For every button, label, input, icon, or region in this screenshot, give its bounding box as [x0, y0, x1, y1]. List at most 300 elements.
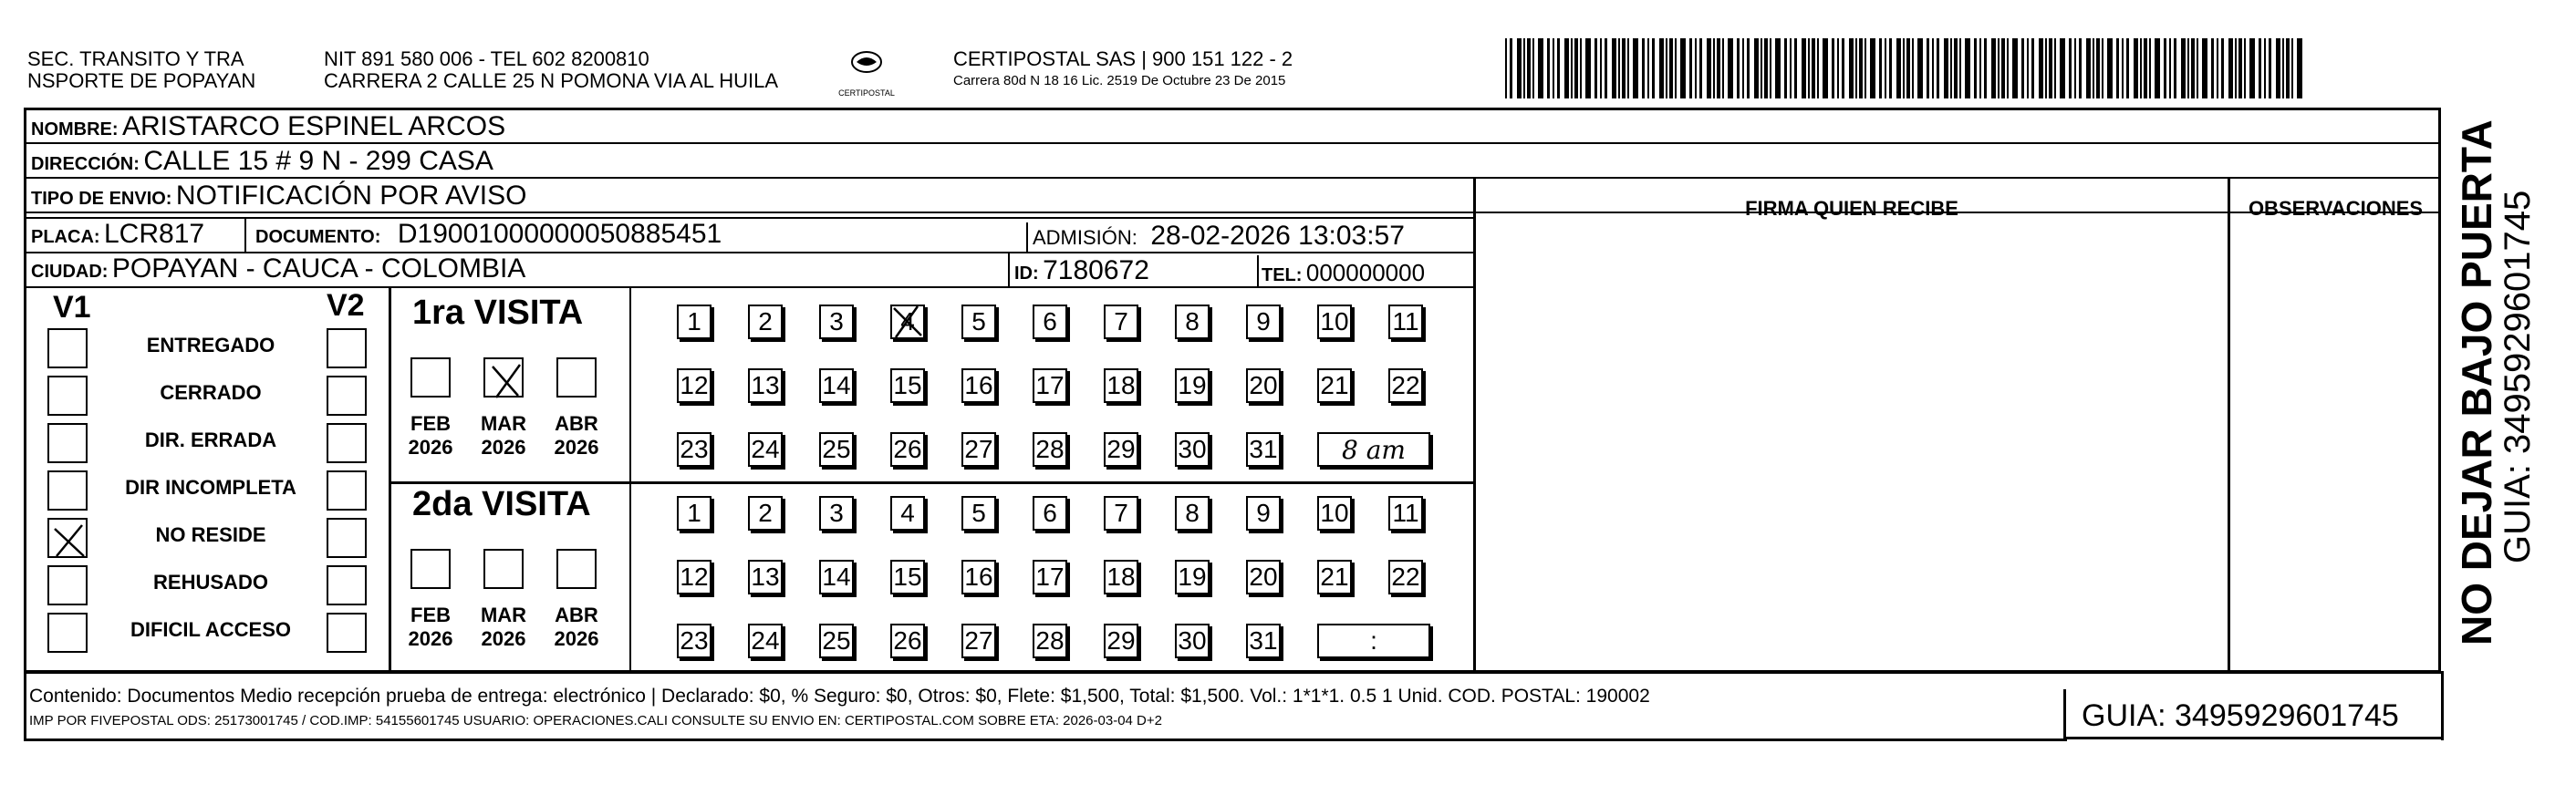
barcode-bar: [1594, 38, 1597, 98]
tel-label: TEL:: [1262, 265, 1303, 285]
barcode-bar: [1950, 38, 1952, 98]
first-visit-day-11[interactable]: 11: [1388, 305, 1423, 339]
barcode-bar: [1707, 38, 1711, 98]
barcode-bar: [2060, 38, 2065, 98]
barcode-bar: [1889, 38, 1892, 98]
barcode-bar: [2031, 38, 2034, 98]
status-option-label: REHUSADO: [153, 571, 268, 594]
barcode-bar: [1642, 38, 1645, 98]
second-visit-month-checkbox[interactable]: [410, 549, 451, 589]
barcode-bar: [1903, 38, 1905, 98]
barcode-bar: [2012, 38, 2018, 98]
barcode-bar: [2197, 38, 2198, 98]
second-visit-day-21[interactable]: 21: [1317, 560, 1352, 594]
tipo-value: NOTIFICACIÓN POR AVISO: [175, 181, 527, 211]
footer-left-line: [24, 671, 26, 740]
v1-checkbox[interactable]: [47, 518, 88, 558]
second-visit-day-18[interactable]: 18: [1104, 560, 1138, 594]
barcode-bar: [2217, 38, 2218, 98]
barcode-bar: [2211, 38, 2214, 98]
barcode-bar: [2007, 38, 2009, 98]
first-visit-day-29[interactable]: 29: [1104, 432, 1138, 467]
barcode-bar: [1984, 38, 1987, 98]
tel-divider: [1257, 255, 1259, 286]
barcode-bar: [2144, 38, 2147, 98]
first-visit-month-checkbox[interactable]: [556, 357, 597, 398]
barcode-bar: [1505, 38, 1507, 98]
second-visit-day-31[interactable]: 31: [1246, 624, 1281, 658]
barcode-bar: [1770, 38, 1771, 98]
barcode-bar: [2039, 38, 2043, 98]
first-visit-day-1[interactable]: 1: [677, 305, 712, 339]
admision-value: 28-02-2026 13:03:57: [1150, 221, 1405, 251]
barcode-bar: [1728, 38, 1733, 98]
first-visit-day-30[interactable]: 30: [1175, 432, 1210, 467]
barcode-bar: [2126, 38, 2129, 98]
second-visit-day-7[interactable]: 7: [1104, 496, 1138, 531]
barcode-bar: [1574, 38, 1578, 98]
barcode-bar: [1699, 38, 1702, 98]
second-visit-day-13[interactable]: 13: [748, 560, 783, 594]
first-visit-day-7[interactable]: 7: [1104, 305, 1138, 339]
barcode-bar: [2079, 38, 2082, 98]
second-visit-day-12[interactable]: 12: [677, 560, 712, 594]
barcode-bar: [2086, 38, 2091, 98]
barcode-bar: [1669, 38, 1673, 98]
barcode-bar: [2164, 38, 2166, 98]
barcode-bar: [1747, 38, 1750, 98]
v1-checkbox[interactable]: [47, 376, 88, 416]
second-visit-day-17[interactable]: 17: [1033, 560, 1067, 594]
placa-field: [31, 219, 204, 250]
barcode-bar: [1557, 38, 1560, 98]
barcode-bar: [2074, 38, 2076, 98]
barcode-bar: [1842, 38, 1844, 98]
barcode-bar: [1532, 38, 1534, 98]
no-dejar-bajo-puerta: NO DEJAR BAJO PUERTA: [2453, 119, 2500, 646]
barcode-bar: [1695, 38, 1697, 98]
second-visit-day-25[interactable]: 25: [819, 624, 854, 658]
barcode-bar: [1932, 38, 1934, 98]
second-visit-time-box[interactable]: :: [1317, 624, 1430, 658]
placa-value: LCR817: [104, 219, 205, 249]
v1-checkbox[interactable]: [47, 565, 88, 605]
first-visit-day-13[interactable]: 13: [748, 368, 783, 403]
barcode-bar: [2282, 38, 2284, 98]
v2-label: V2: [327, 288, 365, 323]
barcode-bar: [2202, 38, 2207, 98]
second-visit-day-30[interactable]: 30: [1175, 624, 1210, 658]
barcode-bar: [1553, 38, 1554, 98]
status-option-label: DIFICIL ACCESO: [130, 618, 291, 641]
first-visit-day-18[interactable]: 18: [1104, 368, 1138, 403]
observaciones-label: OBSERVACIONES: [2248, 197, 2424, 220]
barcode-bar: [1689, 38, 1692, 98]
first-visit-day-8[interactable]: 8: [1175, 305, 1210, 339]
barcode-bar: [1823, 38, 1828, 98]
barcode-bar: [1622, 38, 1626, 98]
barcode-bar: [1896, 38, 1901, 98]
second-visit-day-6[interactable]: 6: [1033, 496, 1067, 531]
footer-imp: IMP POR FIVEPOSTAL ODS: 25173001745 / COD.IMP: 54155601745 USUARIO: OPERACIONES.CALI CONSULTE SU ENVIO EN: CERTIPOSTAL.COM SOBRE ETA: 2026-03-04 D+2: [29, 713, 1162, 728]
second-visit-month-checkbox[interactable]: [556, 549, 597, 589]
barcode-bar: [2096, 38, 2100, 98]
v2-checkbox[interactable]: [327, 470, 367, 511]
status-option-label: DIR. ERRADA: [144, 429, 277, 451]
barcode-bar: [1802, 38, 1806, 98]
check-mark-icon: [890, 305, 925, 339]
barcode-bar: [1564, 38, 1569, 98]
footer-bottom-line: [24, 739, 2067, 741]
barcode-bar: [1680, 38, 1686, 98]
first-visit-month-label: MAR: [480, 412, 527, 435]
sender-line-1: SEC. TRANSITO Y TRA: [27, 47, 244, 70]
first-visit-day-28[interactable]: 28: [1033, 432, 1067, 467]
v1-checkbox[interactable]: [47, 613, 88, 653]
barcode-bar: [1965, 38, 1970, 98]
barcode: [1505, 38, 2308, 98]
first-visit-month-checkbox[interactable]: [410, 357, 451, 398]
check-mark-icon: [485, 359, 525, 399]
status-option-label: ENTREGADO: [146, 334, 275, 356]
barcode-bar: [1659, 38, 1664, 98]
placa-row-top: [24, 217, 1474, 219]
second-visit-day-11[interactable]: 11: [1388, 496, 1423, 531]
v2-checkbox[interactable]: [327, 613, 367, 653]
barcode-bar: [1870, 38, 1875, 98]
barcode-bar: [1837, 38, 1839, 98]
second-visit-month-label: ABR: [555, 604, 598, 626]
barcode-bar: [2249, 38, 2255, 98]
second-visit-month-checkbox[interactable]: [483, 549, 524, 589]
barcode-bar: [2259, 38, 2261, 98]
second-visit-day-9[interactable]: 9: [1246, 496, 1281, 531]
second-visit-day-1[interactable]: 1: [677, 496, 712, 531]
barcode-bar: [1538, 38, 1543, 98]
barcode-bar: [2045, 38, 2047, 98]
logo-text: CERTIPOSTAL: [838, 88, 895, 98]
status-option-label: NO RESIDE: [155, 523, 266, 546]
second-visit-day-3[interactable]: 3: [819, 496, 854, 531]
barcode-bar: [1627, 38, 1629, 98]
barcode-bar: [1761, 38, 1762, 98]
status-option-label: CERRADO: [160, 381, 262, 404]
first-visit-day-23[interactable]: 23: [677, 432, 712, 467]
footer-right-line: [2441, 671, 2444, 740]
company-line-1: CERTIPOSTAL SAS | 900 151 122 - 2: [953, 47, 1293, 70]
ciudad-row-bottom: [24, 286, 1474, 288]
barcode-bar: [1527, 38, 1531, 98]
second-visit-day-19[interactable]: 19: [1175, 560, 1210, 594]
nombre-value: ARISTARCO ESPINEL ARCOS: [122, 111, 506, 141]
first-visit-day-31[interactable]: 31: [1246, 432, 1281, 467]
barcode-bar: [1794, 38, 1797, 98]
barcode-bar: [2054, 38, 2056, 98]
first-visit-day-25[interactable]: 25: [819, 432, 854, 467]
second-visit-day-10[interactable]: 10: [1317, 496, 1352, 531]
second-visit-month-label: FEB: [410, 604, 451, 626]
barcode-bar: [1633, 38, 1638, 98]
barcode-bar: [2116, 38, 2119, 98]
first-visit-year-label: 2026: [408, 436, 453, 459]
second-visit-month-label: MAR: [480, 604, 527, 626]
footer-content: Contenido: Documentos Medio recepción prueba de entrega: electrónico | Declarado: $0, % Seguro: $0, Otros: $0, Flete: $1,500, Total: $1,500. Vol.: 1*1*1. 0.5 1 Unid. COD. POSTAL: 190002: [29, 686, 1650, 707]
barcode-bar: [1737, 38, 1740, 98]
v2-checkbox[interactable]: [327, 423, 367, 463]
first-visit-day-24[interactable]: 24: [748, 432, 783, 467]
nit-line-2: CARRERA 2 CALLE 25 N POMONA VIA AL HUILA: [324, 69, 779, 92]
first-visit-day-10[interactable]: 10: [1317, 305, 1352, 339]
footer-guia-divider: [2063, 689, 2066, 740]
second-visit-day-29[interactable]: 29: [1104, 624, 1138, 658]
second-visit-day-5[interactable]: 5: [961, 496, 996, 531]
barcode-bar: [2187, 38, 2189, 98]
first-visit-day-27[interactable]: 27: [961, 432, 996, 467]
v2-checkbox[interactable]: [327, 565, 367, 605]
barcode-bar: [2264, 38, 2266, 98]
barcode-bar: [2297, 38, 2302, 98]
footer-guia: GUIA: 3495929601745: [2082, 698, 2399, 733]
barcode-bar: [2238, 38, 2242, 98]
nombre-label: NOMBRE:: [31, 119, 119, 139]
visit-divider: [390, 481, 1474, 484]
barcode-bar: [1864, 38, 1866, 98]
second-visit-day-8[interactable]: 8: [1175, 496, 1210, 531]
barcode-bar: [2021, 38, 2024, 98]
barcode-bar: [2134, 38, 2138, 98]
direccion-label: DIRECCIÓN:: [31, 154, 140, 174]
barcode-bar: [1812, 38, 1815, 98]
barcode-bar: [2027, 38, 2029, 98]
barcode-bar: [1859, 38, 1863, 98]
barcode-bar: [1879, 38, 1882, 98]
barcode-bar: [2001, 38, 2005, 98]
barcode-bar: [2107, 38, 2113, 98]
barcode-bar: [2291, 38, 2293, 98]
second-visit-day-16[interactable]: 16: [961, 560, 996, 594]
barcode-bar: [1647, 38, 1649, 98]
second-visit-title: 2da VISITA: [412, 485, 591, 523]
first-visit-day-15[interactable]: 15: [890, 368, 925, 403]
barcode-bar: [2174, 38, 2176, 98]
barcode-bar: [1600, 38, 1602, 98]
documento-value: D19001000000050885451: [397, 219, 722, 249]
barcode-bar: [2269, 38, 2271, 98]
first-visit-day-22[interactable]: 22: [1388, 368, 1423, 403]
first-visit-day-26[interactable]: 26: [890, 432, 925, 467]
barcode-bar: [2191, 38, 2195, 98]
v1-checkbox[interactable]: [47, 423, 88, 463]
barcode-bar: [1666, 38, 1667, 98]
v2-checkbox[interactable]: [327, 518, 367, 558]
footer-top-line: [24, 671, 2441, 674]
barcode-bar: [1523, 38, 1525, 98]
first-visit-day-9[interactable]: 9: [1246, 305, 1281, 339]
status-divider: [389, 288, 391, 671]
second-visit-day-15[interactable]: 15: [890, 560, 925, 594]
second-visit-year-label: 2026: [481, 627, 526, 650]
barcode-bar: [1808, 38, 1810, 98]
nit-line-1: NIT 891 580 006 - TEL 602 8200810: [324, 47, 649, 70]
barcode-bar: [2286, 38, 2290, 98]
first-visit-title: 1ra VISITA: [412, 294, 584, 332]
barcode-bar: [1722, 38, 1724, 98]
first-visit-day-14[interactable]: 14: [819, 368, 854, 403]
barcode-bar: [2069, 38, 2072, 98]
barcode-bar: [1717, 38, 1720, 98]
second-visit-year-label: 2026: [408, 627, 453, 650]
barcode-bar: [1906, 38, 1910, 98]
barcode-bar: [1974, 38, 1977, 98]
barcode-bar: [1742, 38, 1744, 98]
barcode-bar: [1784, 38, 1787, 98]
side-guia: GUIA: 3495929601745: [2498, 190, 2538, 563]
first-visit-day-20[interactable]: 20: [1246, 368, 1281, 403]
documento-label: DOCUMENTO:: [255, 227, 381, 247]
barcode-bar: [1944, 38, 1948, 98]
first-visit-day-2[interactable]: 2: [748, 305, 783, 339]
first-visit-year-label: 2026: [554, 436, 599, 459]
barcode-bar: [1517, 38, 1522, 98]
ciudad-value: POPAYAN - CAUCA - COLOMBIA: [111, 253, 526, 284]
admision-label: ADMISIÓN:: [1033, 226, 1137, 249]
first-visit-day-12[interactable]: 12: [677, 368, 712, 403]
id-field: [1014, 255, 1149, 286]
barcode-bar: [1917, 38, 1923, 98]
barcode-bar: [1775, 38, 1781, 98]
placa-divider: [244, 217, 246, 253]
v1-label: V1: [53, 290, 91, 325]
first-visit-day-6[interactable]: 6: [1033, 305, 1067, 339]
second-visit-day-24[interactable]: 24: [748, 624, 783, 658]
barcode-bar: [1912, 38, 1914, 98]
second-visit-day-22[interactable]: 22: [1388, 560, 1423, 594]
barcode-bar: [2102, 38, 2103, 98]
barcode-bar: [1991, 38, 1996, 98]
first-visit-day-4[interactable]: 4: [890, 305, 925, 339]
admision-divider: [1026, 222, 1028, 253]
second-visit-day-14[interactable]: 14: [819, 560, 854, 594]
first-visit-day-21[interactable]: 21: [1317, 368, 1352, 403]
barcode-bar: [1927, 38, 1929, 98]
first-visit-day-16[interactable]: 16: [961, 368, 996, 403]
barcode-bar: [1618, 38, 1620, 98]
firma-label: FIRMA QUIEN RECIBE: [1745, 197, 1958, 220]
second-visit-day-27[interactable]: 27: [961, 624, 996, 658]
footer-guia-bottom: [2063, 737, 2441, 739]
observaciones-divider: [2228, 177, 2230, 673]
barcode-bar: [1979, 38, 1981, 98]
v2-checkbox[interactable]: [327, 328, 367, 368]
barcode-bar: [2149, 38, 2151, 98]
second-visit-day-23[interactable]: 23: [677, 624, 712, 658]
id-divider: [1008, 253, 1010, 286]
ciudad-field: [31, 253, 525, 284]
v1-checkbox[interactable]: [47, 470, 88, 511]
barcode-bar: [1547, 38, 1550, 98]
nombre-field: [31, 111, 505, 142]
placa-label: PLACA:: [31, 227, 100, 247]
second-visit-day-2[interactable]: 2: [748, 496, 783, 531]
barcode-bar: [1585, 38, 1591, 98]
v1-checkbox[interactable]: [47, 328, 88, 368]
barcode-bar: [1605, 38, 1607, 98]
second-visit-day-28[interactable]: 28: [1033, 624, 1067, 658]
barcode-bar: [1713, 38, 1715, 98]
barcode-bar: [1937, 38, 1939, 98]
second-visit-day-20[interactable]: 20: [1246, 560, 1281, 594]
first-visit-year-label: 2026: [481, 436, 526, 459]
barcode-bar: [2122, 38, 2124, 98]
first-visit-time-box[interactable]: 8 am: [1317, 432, 1430, 467]
first-visit-day-17[interactable]: 17: [1033, 368, 1067, 403]
direccion-value: CALLE 15 # 9 N - 299 CASA: [143, 146, 493, 176]
barcode-bar: [1675, 38, 1677, 98]
barcode-bar: [1998, 38, 2000, 98]
first-visit-month-checkbox[interactable]: [483, 357, 524, 398]
barcode-bar: [1754, 38, 1759, 98]
second-visit-year-label: 2026: [554, 627, 599, 650]
id-label: ID:: [1014, 263, 1039, 284]
tel-value: 000000000: [1305, 259, 1426, 286]
first-visit-day-3[interactable]: 3: [819, 305, 854, 339]
barcode-bar: [2181, 38, 2186, 98]
tipo-label: TIPO DE ENVIO:: [31, 189, 172, 209]
ciudad-label: CIUDAD:: [31, 262, 109, 282]
barcode-bar: [1764, 38, 1768, 98]
barcode-bar: [1571, 38, 1573, 98]
months-divider: [629, 288, 631, 671]
barcode-bar: [2235, 38, 2237, 98]
barcode-bar: [1959, 38, 1961, 98]
barcode-bar: [1580, 38, 1582, 98]
barcode-bar: [1612, 38, 1616, 98]
second-visit-day-26[interactable]: 26: [890, 624, 925, 658]
tipo-field: [31, 181, 526, 212]
barcode-bar: [1849, 38, 1854, 98]
barcode-bar: [2221, 38, 2224, 98]
direccion-field: [31, 146, 493, 177]
tel-field: [1262, 259, 1425, 287]
barcode-bar: [1817, 38, 1819, 98]
status-option-label: DIR INCOMPLETA: [125, 476, 296, 499]
barcode-bar: [2155, 38, 2160, 98]
barcode-bar: [1652, 38, 1655, 98]
barcode-bar: [2140, 38, 2142, 98]
barcode-bar: [1954, 38, 1958, 98]
barcode-bar: [1790, 38, 1792, 98]
barcode-bar: [2244, 38, 2246, 98]
barcode-bar: [2228, 38, 2233, 98]
first-visit-month-label: FEB: [410, 412, 451, 435]
sender-line-2: NSPORTE DE POPAYAN: [27, 69, 256, 92]
barcode-bar: [2276, 38, 2280, 98]
check-mark-icon: [49, 520, 89, 560]
admision-field: [1033, 221, 1405, 252]
first-visit-day-19[interactable]: 19: [1175, 368, 1210, 403]
barcode-bar: [2093, 38, 2094, 98]
company-line-2: Carrera 80d N 18 16 Lic. 2519 De Octubre 23 De 2015: [953, 73, 1286, 88]
documento-field: [255, 219, 722, 250]
v2-checkbox[interactable]: [327, 376, 367, 416]
barcode-bar: [2049, 38, 2052, 98]
id-value: 7180672: [1043, 255, 1149, 285]
first-visit-day-5[interactable]: 5: [961, 305, 996, 339]
certipostal-logo: [835, 46, 898, 98]
second-visit-day-4[interactable]: 4: [890, 496, 925, 531]
barcode-bar: [2169, 38, 2171, 98]
barcode-bar: [1832, 38, 1834, 98]
